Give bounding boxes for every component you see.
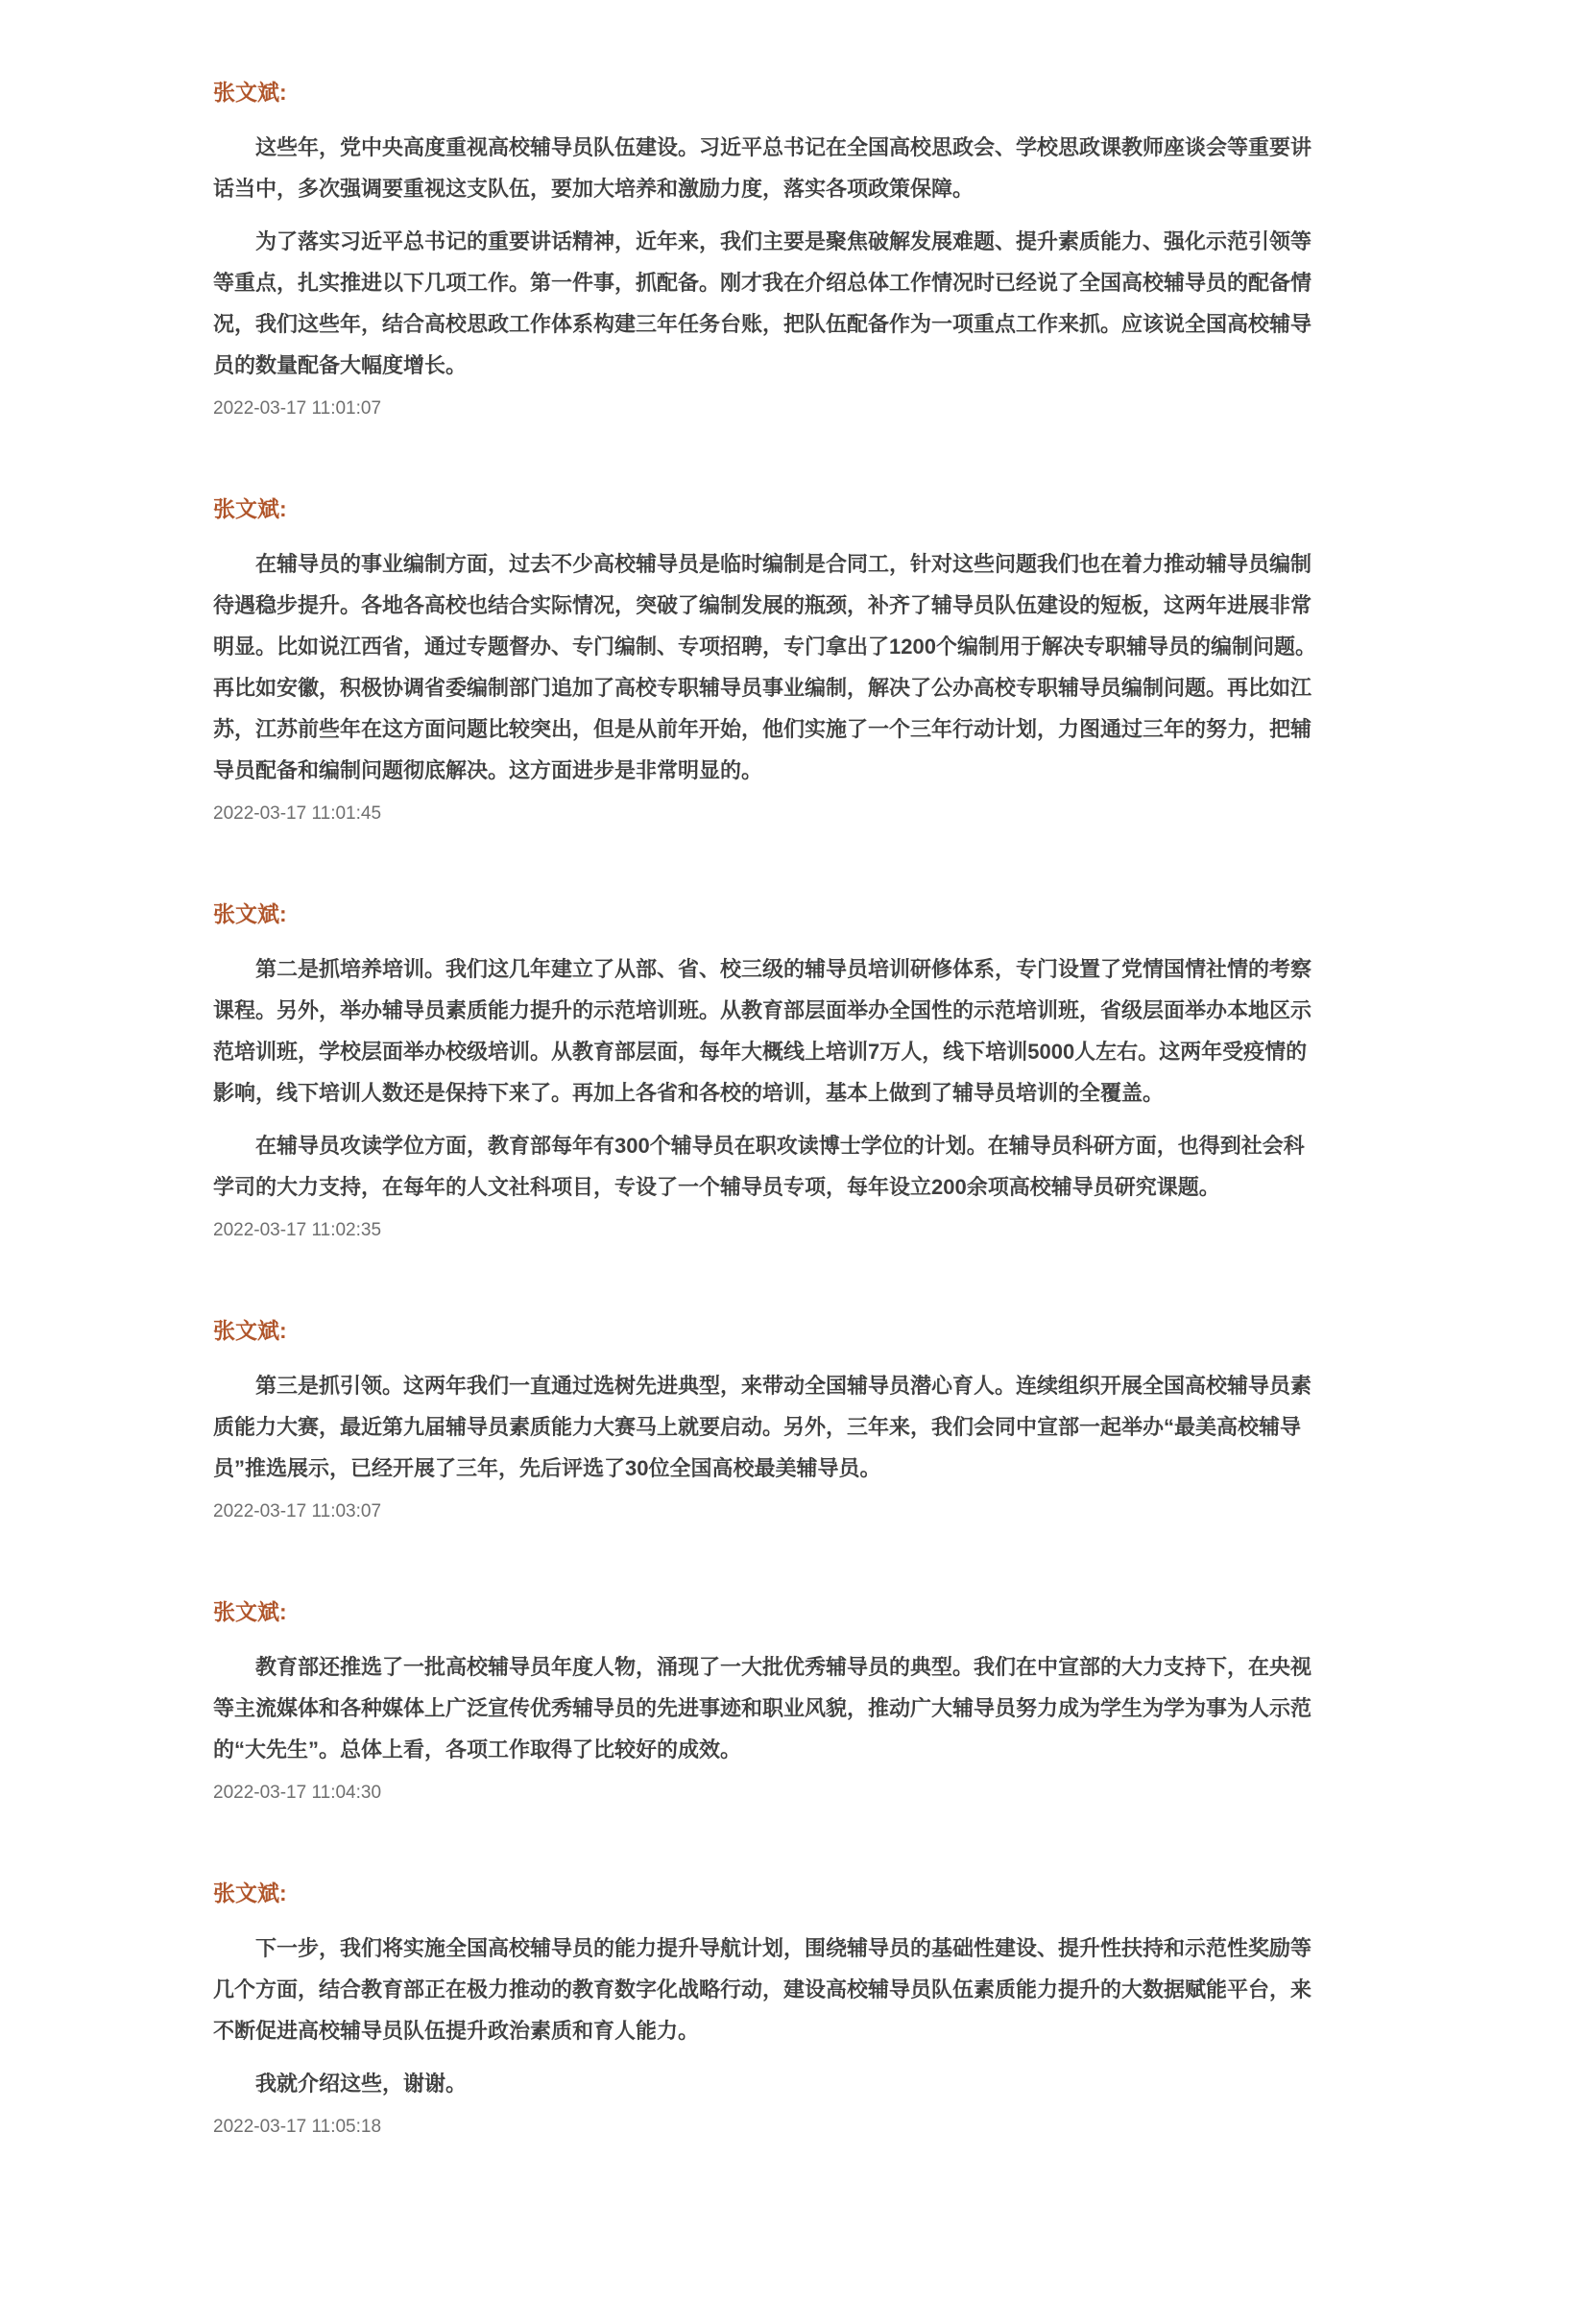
- transcript-page: [213, 79, 1319, 2139]
- speech-paragraph: 这些年，党中央高度重视高校辅导员队伍建设。习近平总书记在全国高校思政会、学校思政课教师座谈会等重要讲话当中，多次强调要重视这支队伍，要加大培养和激励力度，落实各项政策保障。: [213, 135, 1312, 201]
- message-timestamp: 2022-03-17 11:05:18: [213, 2117, 382, 2137]
- speech-paragraph: 第三是抓引领。这两年我们一直通过选树先进典型，来带动全国辅导员潜心育人。连续组织开展全国高校辅导员素质能力大赛，最近第九届辅导员素质能力大赛马上就要启动。另外，三年来，我们会同中宣部一起举办“最美高校辅导员”推选展示，已经开展了三年，先后评选了30位全国高校最美辅导员。: [213, 1374, 1312, 1480]
- transcript-block: [213, 495, 1319, 826]
- message-timestamp: 2022-03-17 11:03:07: [213, 1501, 382, 1521]
- speaker-name: 张文斌:: [213, 1599, 287, 1624]
- speaker-name: 张文斌:: [213, 80, 287, 105]
- transcript-block: [213, 900, 1319, 1242]
- message-timestamp: 2022-03-17 11:01:45: [213, 803, 382, 824]
- speech-paragraph: 在辅导员攻读学位方面，教育部每年有300个辅导员在职攻读博士学位的计划。在辅导员科研方面，也得到社会科学司的大力支持，在每年的人文社科项目，专设了一个辅导员专项，每年设立200余项高校辅导员研究课题。: [213, 1134, 1305, 1199]
- message-timestamp: 2022-03-17 11:04:30: [213, 1783, 382, 1803]
- transcript-block: [213, 1880, 1319, 2139]
- speech-paragraph: 下一步，我们将实施全国高校辅导员的能力提升导航计划，围绕辅导员的基础性建设、提升性扶持和示范性奖励等几个方面，结合教育部正在极力推动的教育数字化战略行动，建设高校辅导员队伍素质能力提升的大数据赋能平台，来不断促进高校辅导员队伍提升政治素质和育人能力。: [213, 1936, 1312, 2043]
- speech-paragraph: 我就介绍这些，谢谢。: [255, 2072, 468, 2096]
- message-timestamp: 2022-03-17 11:01:07: [213, 398, 382, 419]
- speaker-name: 张文斌:: [213, 901, 287, 926]
- speech-paragraph: 第二是抓培养培训。我们这几年建立了从部、省、校三级的辅导员培训研修体系，专门设置了党情国情社情的考察课程。另外，举办辅导员素质能力提升的示范培训班。从教育部层面举办全国性的示范培训班，省级层面举办本地区示范培训班，学校层面举办校级培训。从教育部层面，每年大概线上培训7万人，线下培训5000人左右。这两年受疫情的影响，线下培训人数还是保持下来了。再加上各省和各校的培训，基本上做到了辅导员培训的全覆盖。: [213, 957, 1312, 1105]
- transcript-block: [213, 79, 1319, 420]
- speech-paragraph: 教育部还推选了一批高校辅导员年度人物，涌现了一大批优秀辅导员的典型。我们在中宣部的大力支持下，在央视等主流媒体和各种媒体上广泛宣传优秀辅导员的先进事迹和职业风貌，推动广大辅导员努力成为学生为学为事为人示范的“大先生”。总体上看，各项工作取得了比较好的成效。: [213, 1655, 1312, 1761]
- speech-paragraph: 为了落实习近平总书记的重要讲话精神，近年来，我们主要是聚焦破解发展难题、提升素质能力、强化示范引领等等重点，扎实推进以下几项工作。第一件事，抓配备。刚才我在介绍总体工作情况时已经说了全国高校辅导员的配备情况，我们这些年，结合高校思政工作体系构建三年任务台账，把队伍配备作为一项重点工作来抓。应该说全国高校辅导员的数量配备大幅度增长。: [213, 229, 1312, 377]
- message-timestamp: 2022-03-17 11:02:35: [213, 1220, 382, 1240]
- speaker-name: 张文斌:: [213, 496, 287, 521]
- speech-paragraph: 在辅导员的事业编制方面，过去不少高校辅导员是临时编制是合同工，针对这些问题我们也在着力推动辅导员编制待遇稳步提升。各地各高校也结合实际情况，突破了编制发展的瓶颈，补齐了辅导员队伍建设的短板，这两年进展非常明显。比如说江西省，通过专题督办、专门编制、专项招聘，专门拿出了1200个编制用于解决专职辅导员的编制问题。再比如安徽，积极协调省委编制部门追加了高校专职辅导员事业编制，解决了公办高校专职辅导员编制问题。再比如江苏，江苏前些年在这方面问题比较突出，但是从前年开始，他们实施了一个三年行动计划，力图通过三年的努力，把辅导员配备和编制问题彻底解决。这方面进步是非常明显的。: [213, 552, 1316, 782]
- speaker-name: 张文斌:: [213, 1318, 287, 1343]
- transcript-block: [213, 1598, 1319, 1805]
- transcript-block: [213, 1317, 1319, 1523]
- speaker-name: 张文斌:: [213, 1881, 287, 1905]
